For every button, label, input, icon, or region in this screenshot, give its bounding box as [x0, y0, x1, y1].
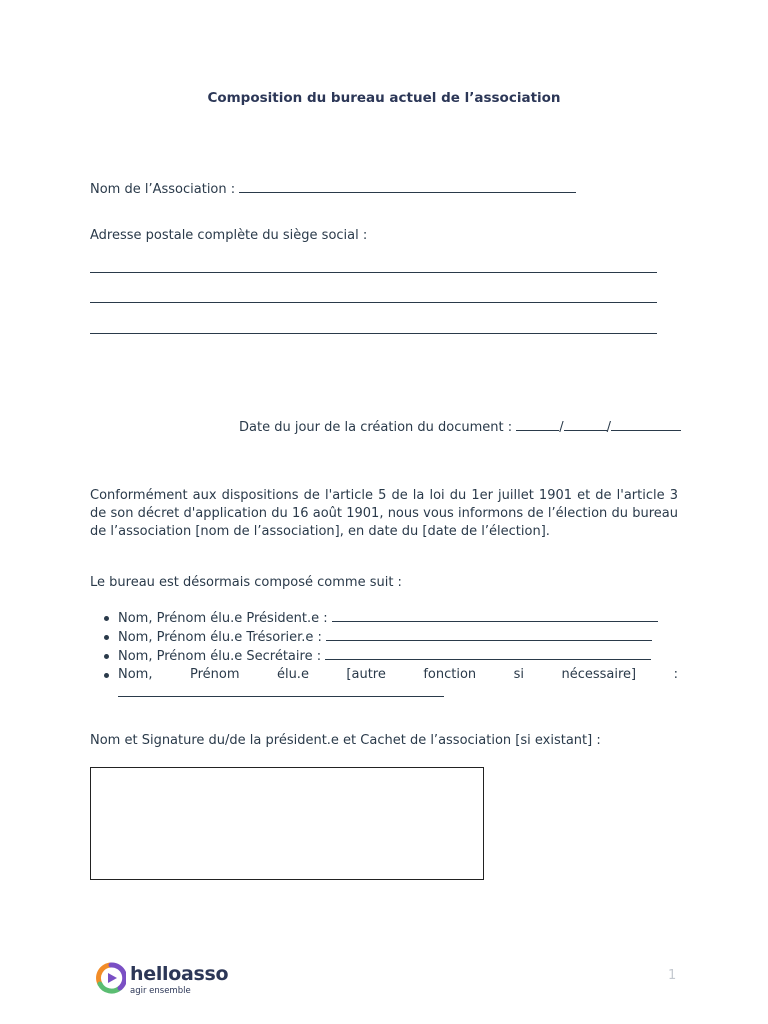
bureau-members-list: [104, 609, 678, 703]
bureau-intro: Le bureau est désormais composé comme suit :: [90, 575, 402, 590]
member-president-blank: [332, 609, 658, 622]
logo-tagline: agir ensemble: [130, 986, 191, 996]
member-other-label: Nom, Prénom élu.e [autre fonction si nécessaire] :: [118, 667, 678, 682]
logo-name: helloasso: [130, 963, 229, 985]
address-label: Adresse postale complète du siège social :: [90, 228, 368, 243]
address-line-1: [90, 272, 657, 273]
date-year-blank: [611, 418, 681, 431]
signature-label: Nom et Signature du/de la président.e et Cachet de l’association [si existant] :: [90, 733, 601, 748]
date-day-blank: [516, 418, 559, 431]
member-secretary-label: Nom, Prénom élu.e Secrétaire :: [118, 649, 326, 664]
member-other-blank: [118, 684, 444, 697]
date-slash: /: [606, 420, 612, 435]
signature-box[interactable]: [90, 767, 484, 880]
member-president-label: Nom, Prénom élu.e Président.e :: [118, 611, 332, 626]
list-item: [104, 609, 678, 628]
date-month-blank: [564, 418, 607, 431]
creation-date-row: [239, 418, 681, 435]
member-secretary-blank: [325, 647, 651, 660]
member-treasurer-blank: [326, 628, 652, 641]
document-title: Composition du bureau actuel de l’association: [207, 90, 561, 106]
association-name-row: [90, 180, 576, 197]
list-item: [104, 666, 678, 703]
list-item: [104, 628, 678, 647]
creation-date-label: Date du jour de la création du document :: [239, 420, 517, 435]
list-item: [104, 647, 678, 666]
legal-paragraph: Conformément aux dispositions de l'article 5 de la loi du 1er juillet 1901 et de l'article 3 de son décret d'application du 16 août 1901, nous vous informons de l’élection du bureau de l’association [nom de l’association], en date du [date de l’élection].: [90, 488, 678, 539]
association-name-label: Nom de l’Association :: [90, 182, 240, 197]
helloasso-logo-icon: [96, 962, 126, 994]
helloasso-logo: [96, 962, 236, 998]
association-name-blank: [239, 180, 576, 193]
date-slash: /: [559, 420, 564, 435]
address-line-3: [90, 333, 657, 334]
member-treasurer-label: Nom, Prénom élu.e Trésorier.e :: [118, 630, 327, 645]
address-line-2: [90, 302, 657, 303]
page-number: 1: [668, 968, 677, 983]
